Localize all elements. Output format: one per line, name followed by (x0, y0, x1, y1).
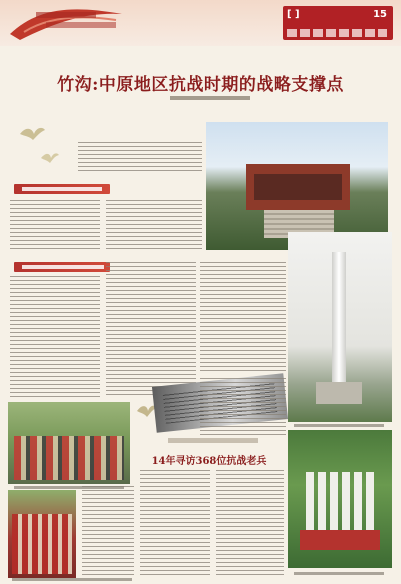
monument-photo (288, 232, 392, 422)
article-column (200, 378, 286, 438)
article-column (106, 200, 202, 252)
section-heading-2 (14, 262, 110, 272)
masthead-logo (6, 4, 126, 44)
article-intro (78, 142, 202, 174)
article-column (82, 486, 134, 578)
section-banner (283, 6, 393, 40)
article-column (106, 262, 196, 398)
photo-caption (12, 578, 132, 581)
masthead (0, 0, 401, 46)
article-column (10, 200, 100, 252)
sculpture-photo (288, 430, 392, 568)
dove-icon (18, 124, 46, 142)
feature-kicker (168, 438, 258, 443)
page-number: 15 (373, 9, 387, 20)
article-column (216, 470, 284, 578)
article-column (10, 276, 100, 398)
section-tag: [ ] (287, 9, 300, 20)
dove-icon (40, 150, 60, 164)
feature-headline: 14年寻访368位抗战老兵 (151, 456, 267, 467)
byline (0, 96, 401, 102)
photo-caption (294, 572, 384, 575)
article-column (140, 470, 210, 578)
photo-caption (294, 424, 384, 427)
section-banner-subtext (287, 29, 387, 37)
section-heading-1 (14, 184, 110, 194)
page-headline: 竹沟:中原地区抗战时期的战略支撑点 (57, 75, 344, 95)
article-column (200, 262, 286, 374)
memorial-hall-photo (206, 122, 388, 250)
veterans-group-photo (8, 402, 130, 484)
volunteers-group-photo (8, 490, 76, 578)
